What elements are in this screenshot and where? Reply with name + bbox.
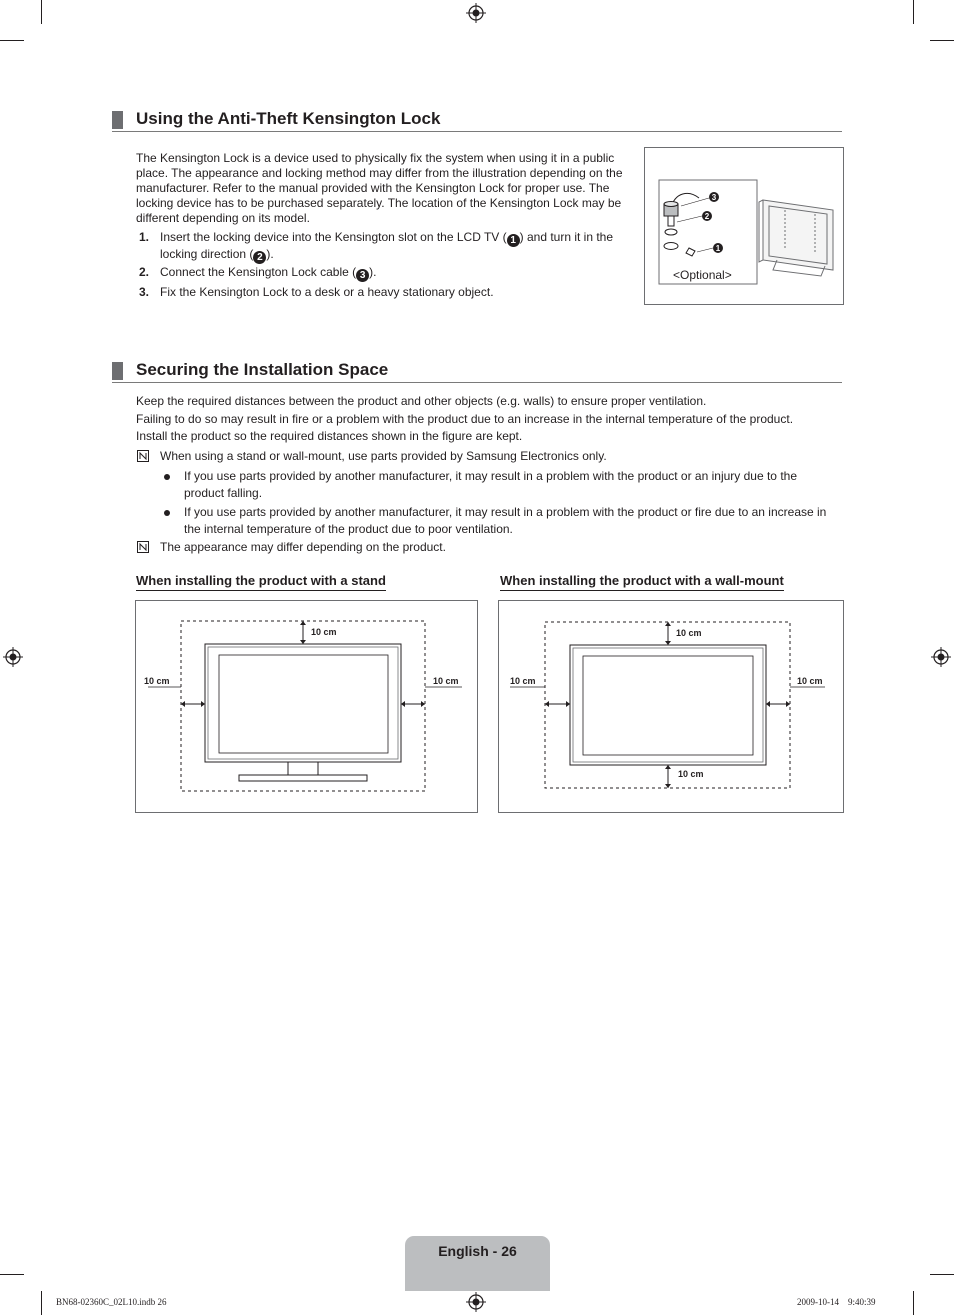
bullet-text: If you use parts provided by another manufacturer, it may result in a problem with the product or fire due to an increase in the internal temperature of the product due to poor ventilation. bbox=[184, 505, 827, 536]
crop-mark bbox=[913, 1291, 914, 1315]
slug-timestamp: 2009-10-14 9:40:39 bbox=[797, 1297, 876, 1307]
note-text: The appearance may differ depending on the product. bbox=[160, 540, 446, 554]
step-number: 1. bbox=[139, 230, 150, 244]
crop-mark bbox=[913, 0, 914, 24]
crop-mark bbox=[930, 1274, 954, 1275]
section-heading-kensington bbox=[112, 109, 842, 132]
svg-text:2: 2 bbox=[704, 212, 710, 221]
stand-heading: When installing the product with a stand bbox=[136, 573, 386, 591]
step-text-part: Insert the locking device into the Kensington slot on the LCD TV ( bbox=[160, 230, 507, 244]
step-text bbox=[160, 265, 635, 282]
heading-bar bbox=[112, 111, 123, 129]
registration-mark-icon bbox=[466, 3, 486, 23]
crop-mark bbox=[0, 40, 24, 41]
top-clearance-label: 10 cm bbox=[676, 628, 702, 638]
svg-text:3: 3 bbox=[711, 193, 717, 202]
crop-mark bbox=[41, 0, 42, 24]
top-clearance-label: 10 cm bbox=[311, 627, 337, 637]
crop-mark bbox=[0, 1274, 24, 1275]
figure-caption: <Optional> bbox=[673, 268, 732, 282]
step-text-part: Connect the Kensington Lock cable ( bbox=[160, 265, 357, 279]
paragraph: Keep the required distances between the product and other objects (e.g. walls) to ensure proper ventilation. bbox=[136, 394, 707, 408]
bottom-clearance-label: 10 cm bbox=[678, 769, 704, 779]
registration-mark-icon bbox=[931, 647, 951, 667]
stand-figure bbox=[135, 600, 478, 813]
step-number: 2. bbox=[139, 265, 150, 279]
kensington-figure bbox=[644, 147, 844, 305]
step-text-part: ) and turn it in the locking direction ( bbox=[160, 230, 614, 261]
paragraph: Failing to do so may result in fire or a problem with the product due to an increase in the internal temperature of the product. bbox=[136, 412, 794, 426]
wall-mount-heading: When installing the product with a wall-mount bbox=[500, 573, 784, 591]
page-number: English - 26 bbox=[438, 1243, 517, 1259]
right-clearance-label: 10 cm bbox=[797, 676, 823, 686]
wall-mount-figure bbox=[498, 600, 844, 813]
note-icon bbox=[137, 541, 149, 553]
stand-base bbox=[239, 775, 367, 781]
svg-text:1: 1 bbox=[715, 244, 721, 253]
section-title: Securing the Installation Space bbox=[136, 360, 389, 379]
step-text bbox=[160, 230, 635, 264]
step-number: 3. bbox=[139, 285, 150, 299]
stand-clearance-diagram bbox=[136, 601, 477, 812]
tv-outline-icon bbox=[205, 644, 401, 762]
step-text-part: ). bbox=[266, 247, 274, 261]
left-clearance-label: 10 cm bbox=[510, 676, 536, 686]
bullet-icon bbox=[164, 474, 170, 480]
registration-mark-icon bbox=[466, 1292, 486, 1312]
left-clearance-label: 10 cm bbox=[144, 676, 170, 686]
section-title: Using the Anti-Theft Kensington Lock bbox=[136, 109, 441, 128]
paragraph: Install the product so the required distances shown in the figure are kept. bbox=[136, 429, 523, 443]
step-text-part: ). bbox=[369, 265, 377, 279]
marker-1-icon: 1 bbox=[507, 234, 520, 247]
registration-mark-icon bbox=[3, 647, 23, 667]
right-clearance-label: 10 cm bbox=[433, 676, 459, 686]
page-number-tab bbox=[405, 1236, 550, 1291]
slug-filename: BN68-02360C_02L10.indb 26 bbox=[56, 1297, 167, 1307]
kensington-intro: The Kensington Lock is a device used to physically fix the system when using it in a public place. The appearance and locking method may differ from the illustration depending on the manufacturer. Refer to the manual provided with the Kensington Lock for proper use. The locking device has to be purchased separately. The location of the Kensington Lock may be different depending on its model. bbox=[136, 151, 623, 225]
tv-outline-icon bbox=[570, 645, 766, 765]
marker-3-icon: 3 bbox=[356, 269, 369, 282]
wall-mount-clearance-diagram bbox=[499, 601, 843, 812]
note-text: When using a stand or wall-mount, use parts provided by Samsung Electronics only. bbox=[160, 449, 607, 463]
step-text: Fix the Kensington Lock to a desk or a heavy stationary object. bbox=[160, 285, 494, 299]
crop-mark bbox=[41, 1291, 42, 1315]
crop-mark bbox=[930, 40, 954, 41]
tv-rear-icon bbox=[759, 200, 833, 276]
section-heading-installation-space bbox=[112, 360, 842, 383]
bullet-icon bbox=[164, 510, 170, 516]
heading-bar bbox=[112, 362, 123, 380]
note-icon bbox=[137, 450, 149, 462]
marker-2-icon: 2 bbox=[253, 251, 266, 264]
stand-neck bbox=[288, 762, 318, 775]
bullet-text: If you use parts provided by another manufacturer, it may result in a problem with the product or an injury due to the product falling. bbox=[184, 469, 797, 500]
